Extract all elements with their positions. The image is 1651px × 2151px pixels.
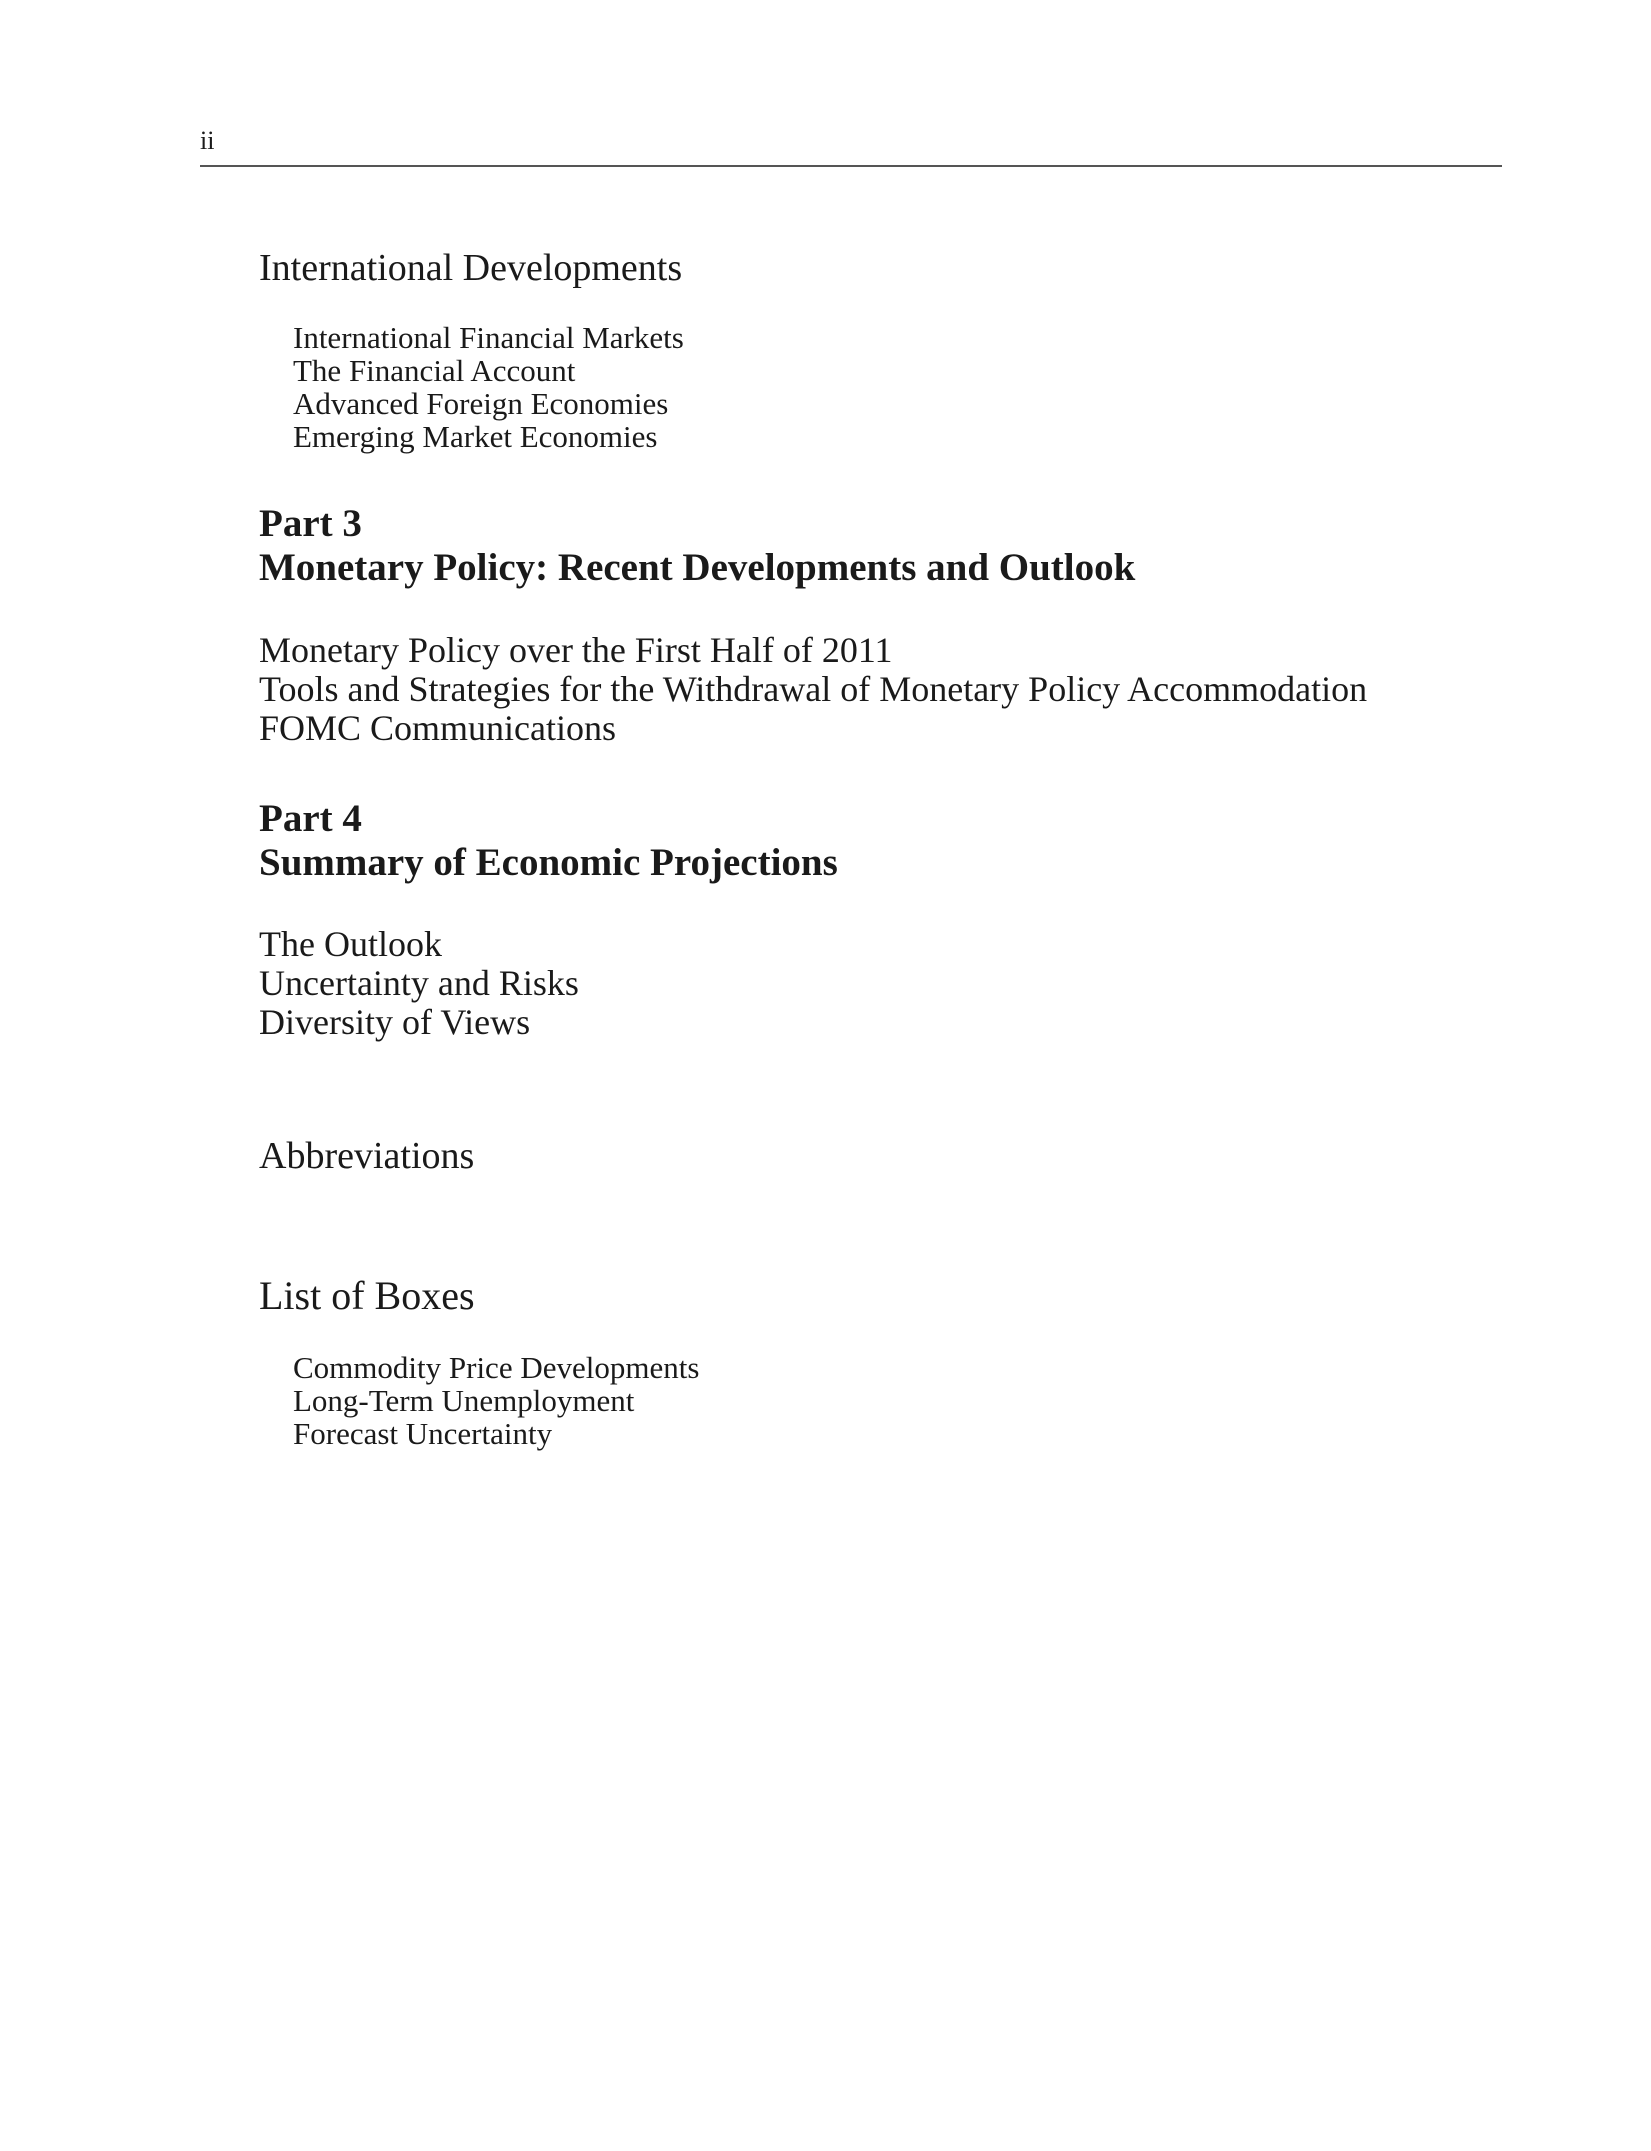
toc-section-title: Summary of Economic Projections [259, 841, 838, 884]
toc-item-label: The Outlook [259, 924, 442, 964]
toc-subitem-label: Advanced Foreign Economies [293, 386, 669, 421]
box-item-label: Long-Term Unemployment [293, 1383, 635, 1418]
toc-item-label: Diversity of Views [259, 1002, 531, 1042]
toc-subitem-label: Emerging Market Economies [293, 419, 658, 454]
part-3-label: Part 3 [259, 502, 362, 545]
part-4-label: Part 4 [259, 797, 362, 840]
toc-subitem-label: International Financial Markets [293, 320, 684, 355]
toc-item-label: Uncertainty and Risks [259, 963, 579, 1003]
toc-section-title: Abbreviations [259, 1135, 475, 1177]
toc-item-label: Tools and Strategies for the Withdrawal of Monetary Policy Accommodation [259, 669, 1368, 709]
toc-subitem-label: The Financial Account [293, 353, 576, 388]
toc-section-title: Monetary Policy: Recent Developments and Outlook [259, 546, 1136, 589]
toc-section-title: International Developments [259, 247, 683, 289]
header-rule [200, 165, 1502, 167]
toc-item-label: Monetary Policy over the First Half of 2011 [259, 630, 893, 670]
page-folio: ii [200, 126, 215, 155]
toc-item-label: FOMC Communications [259, 708, 617, 748]
box-item-label: Commodity Price Developments [293, 1350, 700, 1385]
list-of-boxes-heading: List of Boxes [259, 1273, 475, 1318]
box-item-label: Forecast Uncertainty [293, 1416, 553, 1451]
